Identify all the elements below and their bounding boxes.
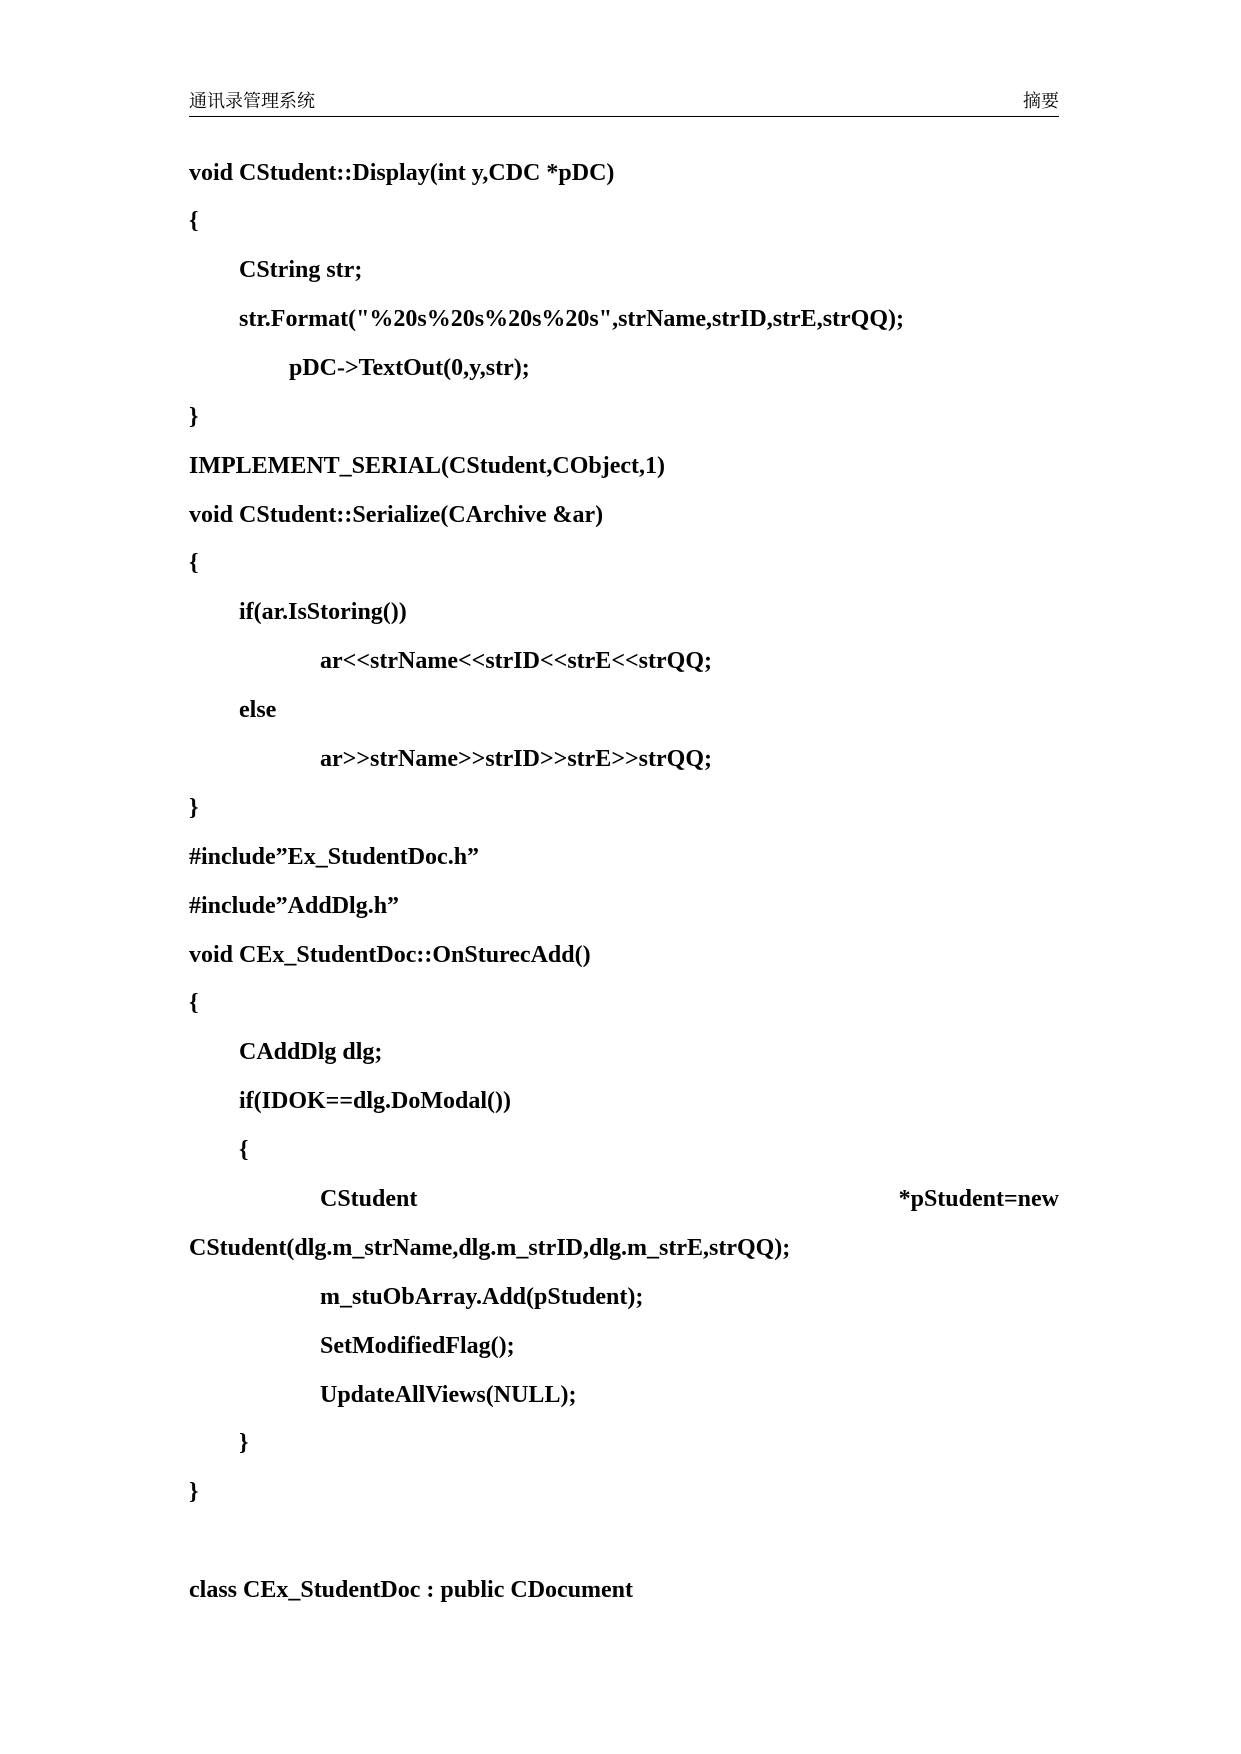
code-line: class CEx_StudentDoc : public CDocument [189,1577,634,1603]
code-line: #include”AddDlg.h” [189,893,400,919]
code-line: void CEx_StudentDoc::OnSturecAdd() [189,942,591,968]
code-line: { [189,550,199,576]
code-line: else [239,697,277,723]
code-line: m_stuObArray.Add(pStudent); [320,1284,644,1310]
code-line: } [189,404,199,430]
code-line: { [189,208,199,234]
code-line: SetModifiedFlag(); [320,1333,515,1359]
code-line: CString str; [239,257,363,283]
code-line: } [239,1430,249,1456]
code-line: ar>>strName>>strID>>strE>>strQQ; [320,746,712,772]
code-line: CAddDlg dlg; [239,1039,383,1065]
code-line: } [189,1479,199,1505]
code-line: pDC->TextOut(0,y,str); [289,355,530,381]
code-line: IMPLEMENT_SERIAL(CStudent,CObject,1) [189,453,666,479]
code-line: UpdateAllViews(NULL); [320,1382,577,1408]
code-line-right: *pStudent=new [898,1186,1059,1212]
code-line: if(IDOK==dlg.DoModal()) [239,1088,512,1114]
code-line: CStudent(dlg.m_strName,dlg.m_strID,dlg.m_strE,strQQ); [189,1235,791,1261]
code-line: } [189,795,199,821]
header-title: 通讯录管理系统 [189,91,315,112]
code-line: { [189,990,199,1016]
code-line: #include”Ex_StudentDoc.h” [189,844,480,870]
code-line: { [239,1137,249,1163]
code-line: void CStudent::Serialize(CArchive &ar) [189,502,604,528]
code-line: void CStudent::Display(int y,CDC *pDC) [189,160,615,186]
header-section: 摘要 [1023,91,1059,112]
code-line: CStudent [320,1186,418,1212]
code-line: str.Format("%20s%20s%20s%20s",strName,strID,strE,strQQ); [239,306,904,332]
code-line: if(ar.IsStoring()) [239,599,407,625]
code-line: ar<<strName<<strID<<strE<<strQQ; [320,648,712,674]
